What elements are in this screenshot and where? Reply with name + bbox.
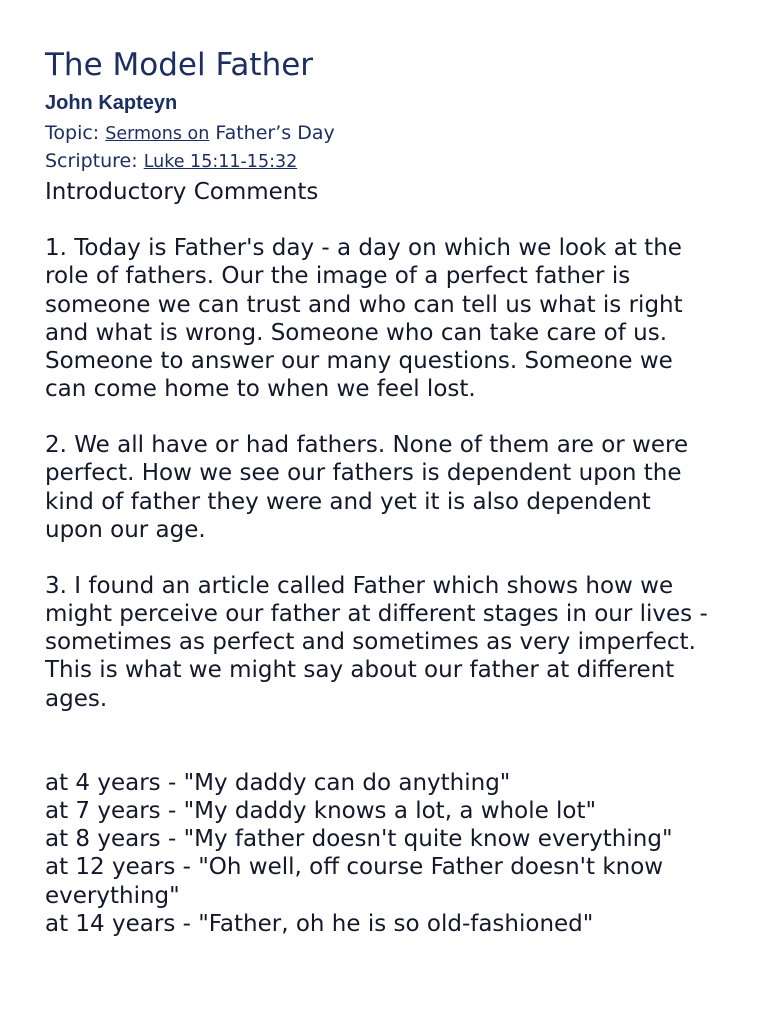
paragraph-line: role of fathers. Our the image of a perfect father is	[45, 263, 631, 290]
list-item-line: at 4 years - "My daddy can do anything"	[45, 769, 511, 796]
paragraph-1	[45, 234, 768, 403]
list-item-line: at 12 years - "Oh well, off course Father doesn't know	[45, 854, 664, 881]
paragraph-3	[45, 572, 768, 713]
paragraph-line: can come home to when we feel lost.	[45, 375, 476, 402]
paragraph-line: This is what we might say about our father at different	[45, 657, 675, 684]
paragraph-line: Someone to answer our many questions. Someone we	[45, 347, 673, 374]
topic-sermons-link[interactable]: Sermons on	[105, 124, 210, 144]
paragraph-line: might perceive our father at different stages in our lives -	[45, 601, 708, 628]
page-title: The Model Father	[45, 47, 314, 83]
paragraph-line: perfect. How we see our fathers is dependent upon the	[45, 460, 682, 487]
paragraph-line: ages.	[45, 685, 108, 712]
paragraph-line: upon our age.	[45, 516, 206, 543]
scripture-label: Scripture:	[45, 150, 138, 172]
list-item	[45, 797, 768, 825]
list-item	[45, 825, 768, 853]
paragraph-line: 1. Today is Father's day - a day on which we look at the	[45, 235, 682, 262]
list-item-line: everything"	[45, 882, 180, 909]
paragraph-line: kind of father they were and yet it is also dependent	[45, 488, 651, 515]
sermon-body	[45, 178, 768, 938]
paragraph-line: 2. We all have or had fathers. None of them are or were	[45, 432, 689, 459]
list-item-line: at 8 years - "My father doesn't quite know everything"	[45, 826, 673, 853]
topic-value: Father’s Day	[215, 122, 335, 144]
section-heading: Introductory Comments	[45, 179, 319, 205]
paragraph-2	[45, 431, 768, 544]
age-quotes-list	[45, 769, 768, 938]
list-item	[45, 910, 768, 938]
paragraph-line: 3. I found an article called Father which shows how we	[45, 572, 674, 599]
list-item-line: at 7 years - "My daddy knows a lot, a whole lot"	[45, 798, 597, 825]
scripture-line	[45, 148, 768, 174]
paragraph-line: sometimes as perfect and sometimes as very imperfect.	[45, 629, 696, 656]
topic-line	[45, 120, 768, 146]
scripture-reference-link[interactable]: Luke 15:11-15:32	[143, 152, 298, 172]
paragraph-line: and what is wrong. Someone who can take care of us.	[45, 319, 668, 346]
list-item	[45, 769, 768, 797]
topic-label: Topic:	[45, 122, 100, 144]
list-item	[45, 853, 768, 909]
list-item-line: at 14 years - "Father, oh he is so old-fashioned"	[45, 910, 594, 937]
paragraph-line: someone we can trust and who can tell us what is right	[45, 291, 683, 318]
author-name: John Kapteyn	[45, 92, 178, 114]
